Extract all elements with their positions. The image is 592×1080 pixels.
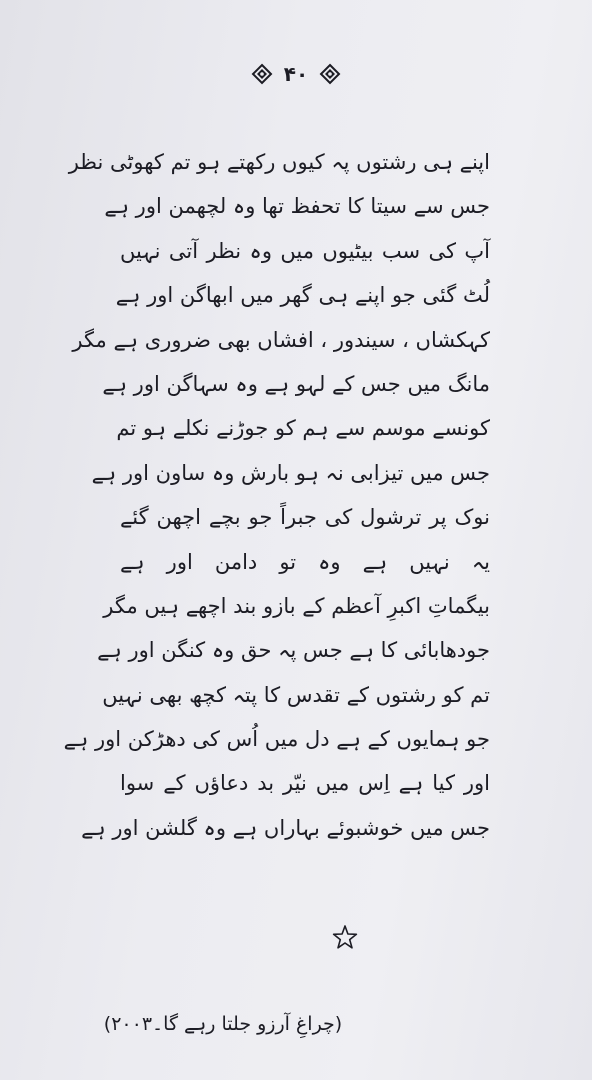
book-source-citation: (چراغِ آرزو جلتا رہے گا۔۲۰۰۳): [103, 1013, 343, 1035]
diamond-ornament-icon: [252, 64, 272, 84]
page-number: ۴۰: [283, 62, 309, 86]
poem-line: جو ہمایوں کے ہے دل میں اُس کی دھڑکن اور ہے: [63, 727, 490, 752]
poem-line: جس سے سیتا کا تحفظ تھا وہ لچھمن اور ہے: [104, 194, 490, 219]
poem-line: تم کو رشتوں کے تقدس کا پتہ کچھ بھی نہیں: [102, 682, 490, 707]
poem-line: کونسے موسم سے ہم کو جوڑنے نکلے ہو تم: [116, 416, 490, 441]
diamond-ornament-icon: [320, 64, 340, 84]
poem-body: [63, 140, 490, 850]
poem-line: جس میں تیزابی نہ ہو بارش وہ ساون اور ہے: [91, 460, 490, 485]
poem-line: جودھابائی کا ہے جس پہ حق وہ کنگن اور ہے: [97, 638, 490, 663]
poem-line: کہکشاں ، سیندور ، افشاں بھی ضروری ہے مگر: [72, 327, 490, 352]
page-number-header: [0, 56, 592, 92]
poem-line: آپ کی سب بیٹیوں میں وہ نظر آتی نہیں: [120, 238, 490, 263]
poem-line: لُٹ گئی جو اپنے ہی گھر میں ابھاگن اور ہے: [115, 283, 490, 308]
poem-line: جس میں خوشبوئے بہاراں ہے وہ گلشن اور ہے: [81, 815, 490, 840]
poem-line: نوک پر ترشول کی جبراً جو بچے اچھن گئے: [120, 505, 490, 530]
poem-line: مانگ میں جس کے لہو ہے وہ سہاگن اور ہے: [102, 371, 490, 396]
poem-line: اور کیا ہے اِس میں نیّر بد دعاؤں کے سوا: [120, 771, 490, 796]
poem-line: بیگماتِ اکبرِ آعظم کے بازو بند اچھے ہیں مگر: [103, 593, 490, 618]
poem-line: اپنے ہی رشتوں پہ کیوں رکھتے ہو تم کھوٹی نظر: [68, 150, 490, 174]
poem-line: یہ نہیں ہے وہ تو دامن اور ہے: [120, 549, 490, 574]
star-outline-icon: [332, 924, 358, 950]
